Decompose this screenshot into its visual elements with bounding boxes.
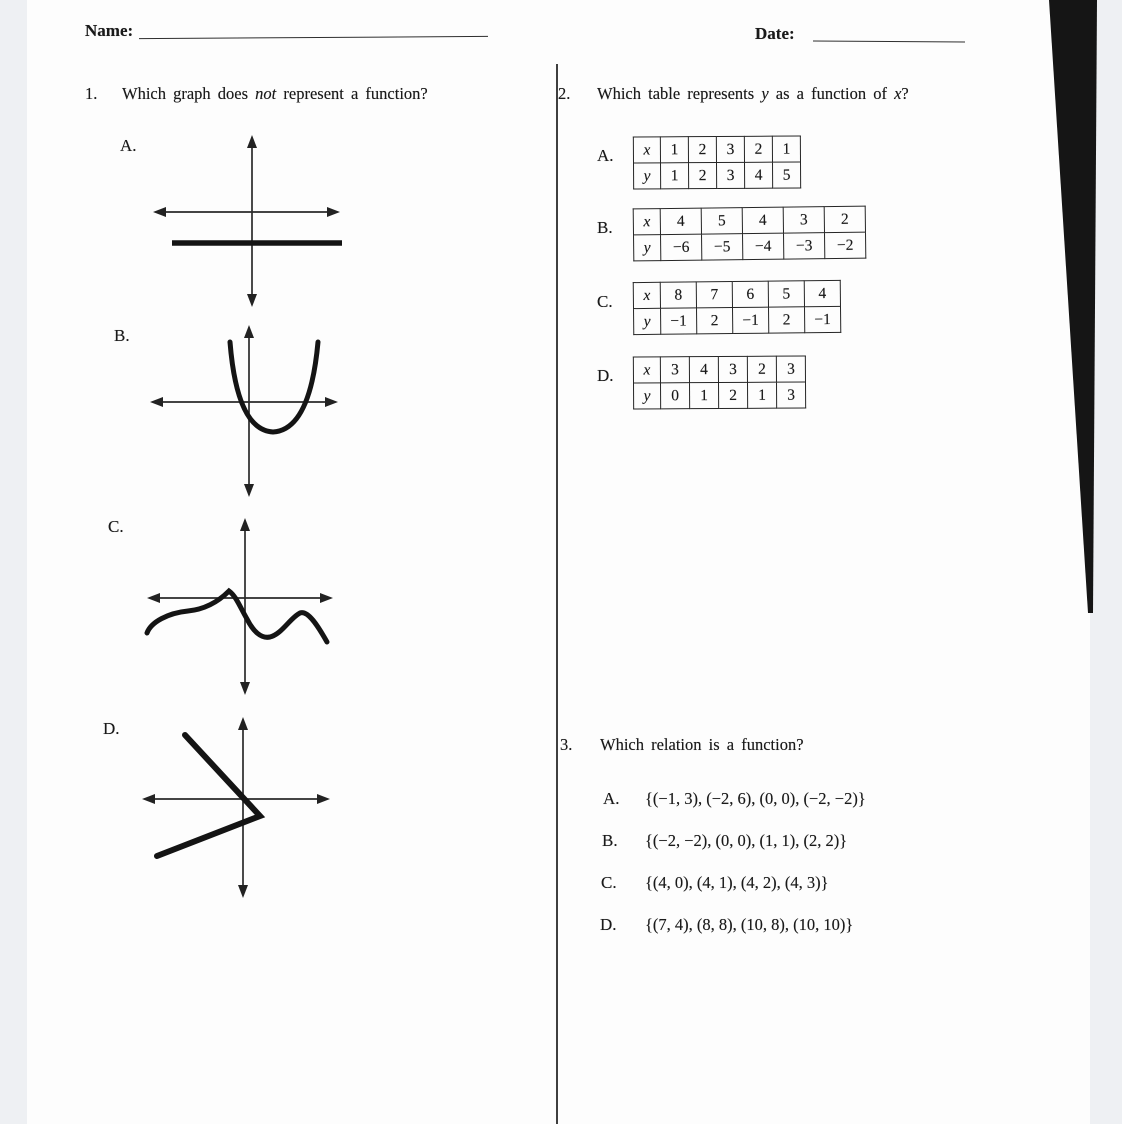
q1-option-c-letter: C. — [108, 517, 124, 536]
table-cell: −3 — [783, 233, 824, 259]
table-cell: 4 — [744, 162, 772, 188]
table-cell: 3 — [783, 207, 824, 233]
name-label: Name: — [85, 21, 134, 40]
q3-option-b-set: {(−2, −2), (0, 0), (1, 1), (2, 2)} — [645, 831, 848, 850]
graph-option-a-horizontal-line — [140, 125, 350, 315]
q1-prompt-emphasis: not — [255, 84, 277, 103]
table-cell: 2 — [689, 163, 717, 189]
table-c-y-row — [634, 306, 841, 334]
table-cell: 3 — [718, 356, 747, 382]
table-cell: −5 — [702, 234, 743, 260]
column-divider-line — [556, 64, 558, 1124]
table-cell: 3 — [776, 382, 805, 408]
graph-option-b-parabola — [140, 318, 350, 503]
q2-option-c-letter: C. — [597, 292, 613, 311]
x-header-cell: x — [633, 137, 660, 163]
table-cell: 1 — [660, 137, 688, 163]
table-cell: 4 — [804, 280, 840, 306]
q1-option-b-letter: B. — [114, 326, 130, 345]
table-cell: 7 — [696, 282, 732, 308]
table-a-x-row — [633, 136, 800, 163]
table-cell: 2 — [824, 206, 865, 232]
q3-option-a-letter: A. — [603, 789, 620, 808]
table-b-x-row — [633, 206, 865, 235]
q1-prompt — [122, 84, 428, 104]
table-cell: 5 — [772, 162, 800, 188]
answer-table-d — [633, 355, 806, 409]
q2-option-d-letter: D. — [597, 366, 614, 385]
q2-prompt-suffix: ? — [901, 84, 909, 103]
q3-option-c-set: {(4, 0), (4, 1), (4, 2), (4, 3)} — [645, 873, 829, 892]
q1-option-d-letter: D. — [103, 719, 120, 738]
date-blank-line — [813, 40, 965, 42]
table-d-x-row — [633, 356, 805, 383]
table-cell: −1 — [733, 307, 769, 333]
table-cell: 4 — [689, 357, 718, 383]
table-cell: 5 — [768, 281, 804, 307]
table-cell: −1 — [804, 306, 840, 332]
date-label: Date: — [755, 24, 795, 43]
table-cell: 0 — [661, 383, 690, 409]
q1-option-a-letter: A. — [120, 136, 137, 155]
q2-prompt-var-x: x — [894, 84, 902, 103]
table-cell: 5 — [701, 208, 742, 234]
table-cell: 4 — [660, 208, 701, 234]
y-header-cell: y — [634, 163, 661, 189]
graph-option-d-sideways-v — [130, 710, 345, 910]
table-cell: 1 — [661, 163, 689, 189]
table-cell: 3 — [776, 356, 805, 382]
table-cell: 8 — [660, 282, 696, 308]
table-cell: 4 — [742, 207, 783, 233]
table-cell: 3 — [717, 162, 745, 188]
y-header-cell: y — [634, 308, 661, 334]
q2-prompt-mid: as a function of — [768, 84, 895, 103]
table-cell: 2 — [747, 356, 776, 382]
q2-number: 2. — [558, 84, 571, 103]
q1-prompt-prefix: Which graph does — [122, 84, 256, 103]
table-cell: −6 — [661, 234, 702, 260]
table-cell: 3 — [660, 357, 689, 383]
table-cell: 6 — [732, 281, 768, 307]
table-cell: 3 — [716, 136, 744, 162]
q2-option-b-letter: B. — [597, 218, 613, 237]
table-cell: −4 — [743, 233, 784, 259]
table-cell: 1 — [690, 383, 719, 409]
table-d-y-row — [634, 382, 806, 409]
q3-option-a-set: {(−1, 3), (−2, 6), (0, 0), (−2, −2)} — [645, 789, 866, 808]
q2-prompt-prefix: Which table represents — [597, 84, 762, 103]
q3-number: 3. — [560, 735, 573, 754]
y-header-cell: y — [634, 235, 661, 261]
name-blank-line — [139, 36, 488, 39]
x-header-cell: x — [633, 282, 660, 308]
answer-table-a — [633, 135, 801, 189]
table-cell: 2 — [688, 137, 716, 163]
table-cell: 1 — [747, 382, 776, 408]
q1-number: 1. — [85, 84, 98, 103]
table-b-y-row — [634, 232, 866, 261]
table-cell: 1 — [772, 136, 800, 162]
q3-option-d-letter: D. — [600, 915, 617, 934]
q1-prompt-suffix: represent a function? — [276, 84, 428, 103]
table-cell: 2 — [768, 307, 804, 333]
q3-option-d-set: {(7, 4), (8, 8), (10, 8), (10, 10)} — [645, 915, 854, 934]
q2-option-a-letter: A. — [597, 146, 614, 165]
graph-option-c-wavy-curve — [135, 512, 345, 702]
table-cell: −2 — [824, 232, 865, 258]
q2-prompt-var-y: y — [761, 84, 769, 103]
y-header-cell: y — [634, 383, 661, 409]
x-header-cell: x — [633, 357, 660, 383]
worksheet-page — [27, 0, 1090, 1124]
table-cell: 2 — [744, 136, 772, 162]
answer-table-b — [633, 206, 867, 262]
q3-option-c-letter: C. — [601, 873, 617, 892]
q3-option-b-letter: B. — [602, 831, 618, 850]
table-cell: −1 — [661, 308, 697, 334]
answer-table-c — [633, 280, 842, 335]
x-header-cell: x — [633, 209, 660, 235]
table-cell: 2 — [719, 382, 748, 408]
q3-prompt: Which relation is a function? — [600, 735, 804, 754]
table-cell: 2 — [697, 308, 733, 334]
table-a-y-row — [634, 162, 801, 189]
table-c-x-row — [633, 280, 840, 308]
q2-prompt — [597, 84, 909, 104]
